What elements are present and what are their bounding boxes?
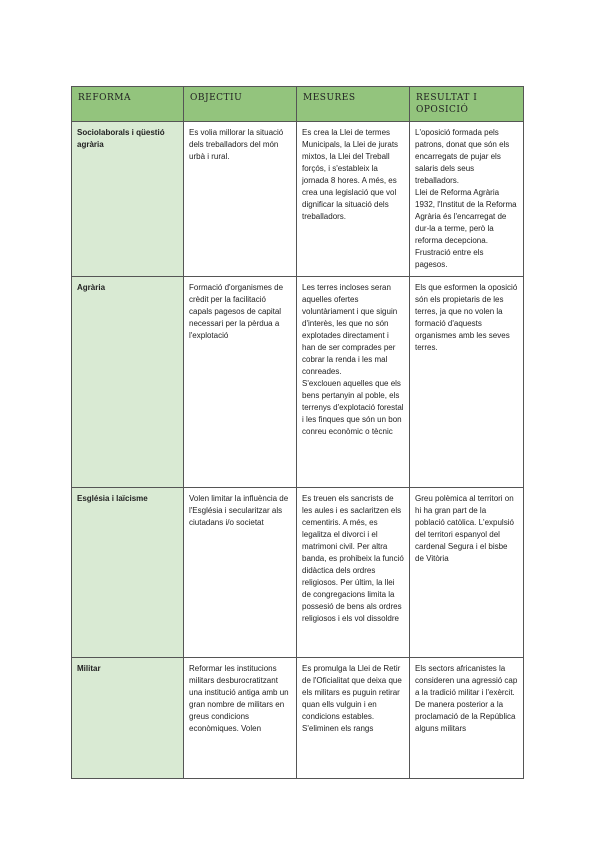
- header-mesures: MESURES: [297, 87, 410, 122]
- cell-objectiu: Volen limitar la influència de l'Església i secularitzar als ciutadans i/o societat: [184, 488, 297, 658]
- table-row: [72, 658, 524, 779]
- cell-reforma: Sociolaborals i qüestió agrària: [72, 122, 184, 277]
- table-row: [72, 277, 524, 488]
- cell-mesures: Es treuen els sancrists de les aules i es saclaritzen els cementiris. A més, es legalitza el divorci i el matrimoni civil. Per altra banda, es prohibeix la funció didàctica dels ordres religiosos. Per últim, la llei de congregacions limita la possesió de bens als ordres religiosos i els vol dissoldre: [297, 488, 410, 658]
- cell-reforma: Agrària: [72, 277, 184, 488]
- cell-mesures: Es promulga la Llei de Retir de l'Oficialitat que deixa que els militars es puguin retirar quan ells vulguin i en condicions estables. S'eliminen els rangs: [297, 658, 410, 779]
- cell-reforma: Església i laïcisme: [72, 488, 184, 658]
- cell-resultat: Els sectors africanistes la consideren una agressió cap a la tradició militar i l'exèrcit. De manera posterior a la proclamació de la República alguns militars: [410, 658, 524, 779]
- header-objectiu: OBJECTIU: [184, 87, 297, 122]
- cell-resultat: Greu polèmica al territori on hi ha gran part de la població catòlica. L'expulsió del territori espanyol del cardenal Segura i el bisbe de Vitòria: [410, 488, 524, 658]
- header-resultat: RESULTAT I OPOSICIÓ: [410, 87, 524, 122]
- cell-resultat: L'oposició formada pels patrons, donat que són els encarregats de pujar els salaris dels seus treballadors. Llei de Reforma Agrària 1932, l'Institut de la Reforma Agrària és l'encarregat de dur-la a terme, però la reforma decepciona. Frustració entre els pagesos.: [410, 122, 524, 277]
- header-row: [72, 87, 524, 122]
- table-row: [72, 488, 524, 658]
- cell-objectiu: Es volia millorar la situació dels treballadors del món urbà i rural.: [184, 122, 297, 277]
- cell-mesures: Es crea la Llei de termes Municipals, la Llei de jurats mixtos, la Llei del Treball forçós, i s'estableix la jornada 8 hores. A més, es crea una legislació que vol dignificar la situació dels treballadors.: [297, 122, 410, 277]
- table-row: [72, 122, 524, 277]
- reform-table: [71, 86, 524, 779]
- header-reforma: REFORMA: [72, 87, 184, 122]
- cell-resultat: Els que esformen la oposició són els propietaris de les terres, ja que no volen la formació d'aquests organismes amb les seves terres.: [410, 277, 524, 488]
- cell-objectiu: Formació d'organismes de crèdit per la facilitació capals pagesos de capital necessari per la pèrdua a l'explotació: [184, 277, 297, 488]
- cell-objectiu: Reformar les institucions militars desburocratitzant una institució antiga amb un gran nombre de militars en greus condicions econòmiques. Volen: [184, 658, 297, 779]
- cell-reforma: Militar: [72, 658, 184, 779]
- cell-mesures: Les terres incloses seran aquelles ofertes voluntàriament i que siguin d'interès, les que no són explotades directament i han de ser comprades per cobrar la renda i les mal conreades. S'exclouen aquelles que els bens pertanyin al poble, els terrenys d'explotació forestal i les finques que són un bon conreu econòmic o tècnic: [297, 277, 410, 488]
